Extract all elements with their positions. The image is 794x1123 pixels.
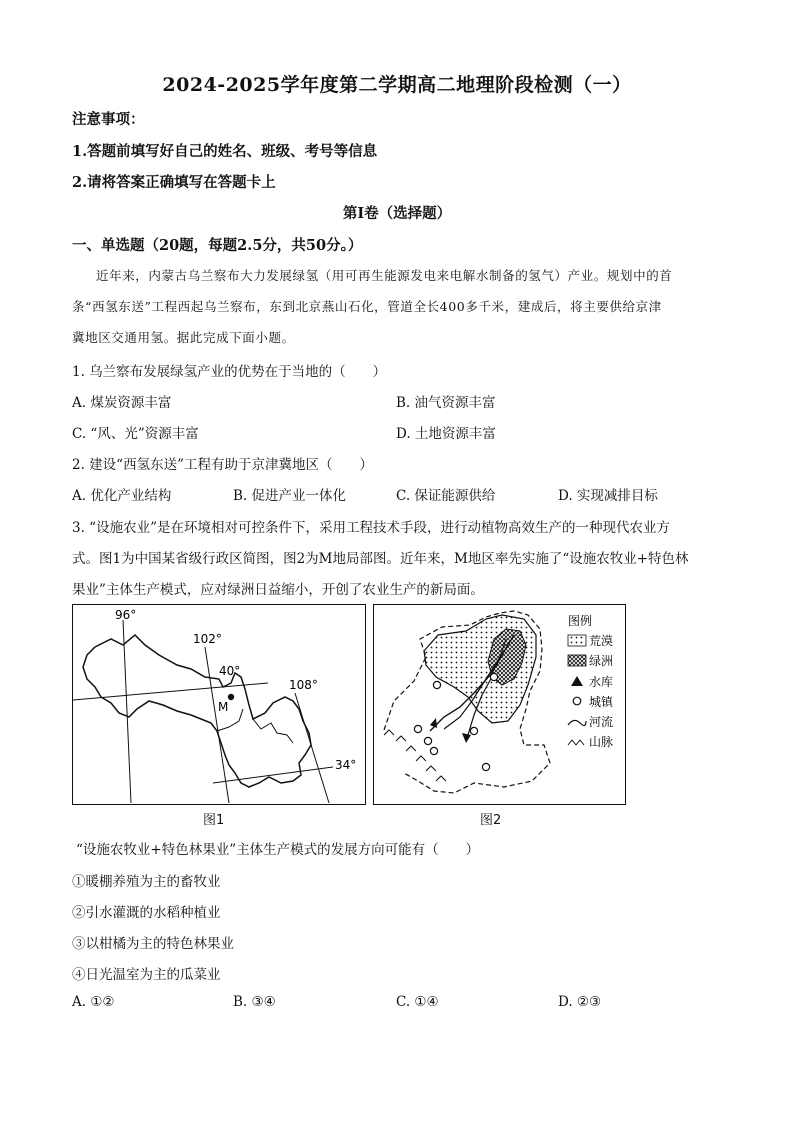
q3-item-1: ①暖棚养殖为主的畜牧业 bbox=[72, 874, 221, 890]
figure-1-map bbox=[72, 604, 366, 805]
label-102: 102° bbox=[193, 632, 222, 646]
q3-item-3: ③以柑橘为主的特色林果业 bbox=[72, 936, 234, 952]
figure-2-map bbox=[373, 604, 626, 805]
notice-item-1: 1.答题前填写好自己的姓名、班级、考号等信息 bbox=[72, 143, 378, 160]
q2-option-b: B. 促进产业一体化 bbox=[233, 488, 347, 504]
q1-option-d: D. 土地资源丰富 bbox=[396, 426, 496, 442]
section-heading: 一、单选题（20题，每题2.5分，共50分。） bbox=[72, 237, 363, 254]
q1-stem: 1. 乌兰察布发展绿氢产业的优势在于当地的（ ） bbox=[72, 364, 387, 380]
q2-stem: 2. 建设“西氢东送”工程有助于京津冀地区（ ） bbox=[72, 457, 373, 473]
q3-option-b: B. ③④ bbox=[233, 994, 276, 1010]
legend-oasis: 绿洲 bbox=[589, 654, 614, 668]
q3-line-1: 3. “设施农业”是在环境相对可控条件下，采用工程技术手段，进行动植物高效生产的一种现代农业方 bbox=[72, 520, 670, 536]
town-icon bbox=[573, 697, 581, 705]
q3-item-2: ②引水灌溉的水稻种植业 bbox=[72, 905, 221, 921]
passage-line-1: 近年来，内蒙古乌兰察布大力发展绿氢（用可再生能源发电来电解水制备的氢气）产业。规划中的首 bbox=[96, 268, 673, 283]
figure-1-caption: 图1 bbox=[203, 813, 225, 828]
notice-item-2: 2.请将答案正确填写在答题卡上 bbox=[72, 174, 276, 191]
q3-item-4: ④日光温室为主的瓜菜业 bbox=[72, 967, 221, 983]
legend-title: 图例 bbox=[568, 614, 593, 628]
q2-option-a: A. 优化产业结构 bbox=[72, 488, 172, 504]
reservoir-icon bbox=[571, 676, 583, 686]
figure-2-svg bbox=[374, 605, 624, 803]
figure-2-caption: 图2 bbox=[480, 813, 502, 828]
legend-desert: 荒漠 bbox=[589, 634, 614, 648]
figure-1-svg bbox=[73, 605, 364, 803]
q3-option-c: C. ①④ bbox=[396, 994, 439, 1010]
notice-heading: 注意事项： bbox=[72, 111, 145, 128]
label-m: M bbox=[218, 700, 229, 714]
q3-stem: “设施农牧业+特色林果业”主体生产模式的发展方向可能有（ ） bbox=[76, 842, 480, 858]
q3-option-d: D. ②③ bbox=[558, 994, 602, 1010]
label-40: 40° bbox=[219, 664, 241, 678]
q3-line-3: 果业”主体生产模式，应对绿洲日益缩小，开创了农业生产的新局面。 bbox=[72, 582, 484, 598]
label-96: 96° bbox=[115, 608, 137, 622]
q2-option-d: D. 实现减排目标 bbox=[558, 488, 658, 504]
q1-option-b: B. 油气资源丰富 bbox=[396, 395, 496, 411]
mountain-icon bbox=[568, 740, 584, 745]
q1-option-c: C. “风、光”资源丰富 bbox=[72, 426, 199, 442]
legend-town: 城镇 bbox=[589, 695, 614, 709]
exam-title: 2024-2025学年度第二学期高二地理阶段检测（一） bbox=[162, 74, 632, 96]
q3-line-2: 式。图1为中国某省级行政区简图，图2为M地局部图。近年来，M地区率先实施了“设施农牧业+特色林 bbox=[72, 551, 689, 567]
river-icon bbox=[568, 720, 586, 725]
passage-line-2: 条“西氢东送”工程西起乌兰察布，东到北京燕山石化，管道全长400多千米，建成后，将主要供给京津 bbox=[72, 299, 662, 314]
legend-river: 河流 bbox=[589, 715, 614, 729]
label-34: 34° bbox=[335, 758, 357, 772]
passage-line-3: 冀地区交通用氢。据此完成下面小题。 bbox=[72, 330, 295, 345]
label-108: 108° bbox=[289, 678, 318, 692]
legend-mountain: 山脉 bbox=[589, 735, 614, 749]
q3-option-a: A. ①② bbox=[72, 994, 115, 1010]
q2-option-c: C. 保证能源供给 bbox=[396, 488, 496, 504]
q1-option-a: A. 煤炭资源丰富 bbox=[72, 395, 172, 411]
part-title: 第Ⅰ卷（选择题） bbox=[342, 205, 452, 222]
m-location-dot bbox=[228, 694, 234, 700]
legend-reservoir: 水库 bbox=[589, 675, 614, 689]
